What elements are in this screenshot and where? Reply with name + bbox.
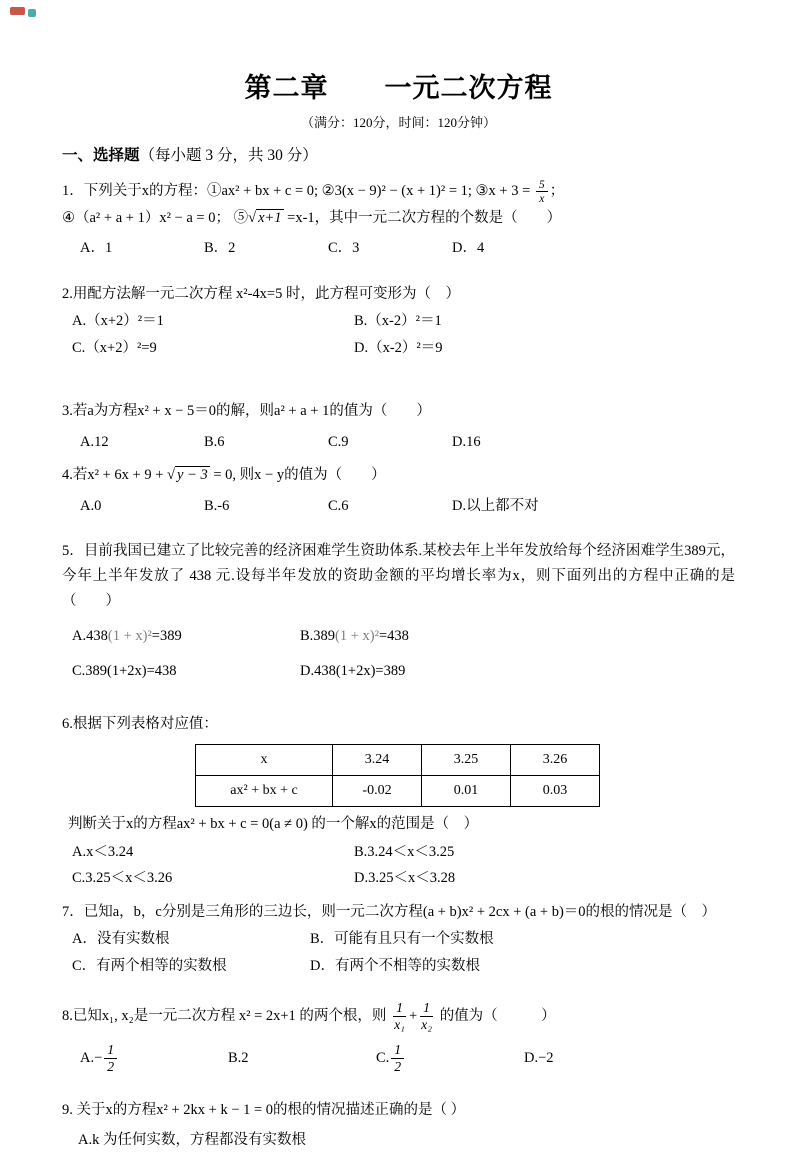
fraction <box>392 1000 407 1033</box>
question-5-options-row1 <box>62 625 735 647</box>
fraction-denominator: x₂ <box>421 1017 433 1033</box>
option-d: D.3.25＜x＜3.28 <box>354 870 456 887</box>
question-6-judge: 判断关于x的方程ax² + bx + c = 0(a ≠ 0) 的一个解x的范围是（ ） <box>68 815 479 832</box>
question-4-options <box>62 495 735 517</box>
table-cell: 0.01 <box>422 775 511 806</box>
option-d: D.438(1+2x)=389 <box>300 662 406 679</box>
question-2-options-row1 <box>62 310 735 332</box>
fraction-numerator: 5 <box>536 178 548 192</box>
fraction-denominator: 2 <box>107 1059 115 1075</box>
option-b: B．2 <box>204 240 236 257</box>
question-1-options <box>62 237 735 259</box>
question-9 <box>62 1098 735 1153</box>
table-cell-expr: ax² + bx + c <box>196 775 333 806</box>
option-d: D．有两个不相等的实数根 <box>310 957 480 974</box>
option-b: B.（x-2）²＝1 <box>354 313 442 330</box>
q1-stem2-text: ④（a² + a + 1）x² − a = 0； ⑤ <box>62 209 249 226</box>
option-b-suffix: =438 <box>378 628 409 645</box>
section-heading <box>62 144 735 168</box>
table-cell: 3.24 <box>333 744 422 775</box>
question-7 <box>62 900 735 978</box>
table-cell-x: x <box>196 744 333 775</box>
fraction <box>419 1000 434 1033</box>
section-note: （每小题 3 分，共 30 分） <box>139 146 318 164</box>
q1-stem1-text: 1．下列关于x的方程：①ax² + bx + c = 0; ②3(x − 9)² − (x + 1)² = 1; ③x + 3 = <box>62 183 534 200</box>
option-c: C.9 <box>328 433 349 450</box>
option-a-suffix: =389 <box>151 628 182 645</box>
question-3-options <box>62 431 735 453</box>
option-b: B．可能有且只有一个实数根 <box>310 931 494 948</box>
option-c <box>376 1041 524 1076</box>
q8-stem-text: 8.已知x₁, x₂是一元二次方程 x² = 2x+1 的两个根，则 <box>62 1008 391 1025</box>
scan-artifact-red <box>10 7 25 15</box>
fraction-denominator: x₁ <box>394 1017 405 1033</box>
value-table <box>195 744 600 807</box>
option-b: B.3.24＜x＜3.25 <box>354 843 455 860</box>
fraction-denominator: 2 <box>394 1059 402 1075</box>
option-b-prefix: B.389 <box>300 628 336 645</box>
table-row <box>196 775 600 806</box>
q8-stem-end: 的值为（ ） <box>436 1008 556 1025</box>
q4-stem-end: = 0, 则x − y的值为（ ） <box>209 467 386 484</box>
option-b: B.6 <box>204 433 225 450</box>
question-8-stem <box>62 999 735 1034</box>
option-a-formula: (1 + x)² <box>107 628 152 645</box>
table-cell: -0.02 <box>333 775 422 806</box>
option-a <box>72 625 300 647</box>
option-c: C.3.25＜x＜3.26 <box>72 870 173 887</box>
table-row <box>196 744 600 775</box>
option-d: D.−2 <box>524 1049 554 1066</box>
radicand: x+1 <box>258 209 282 226</box>
option-c: C.6 <box>328 498 349 514</box>
q1-stem2-end: =x-1，其中一元二次方程的个数是（ ） <box>283 209 562 226</box>
option-a: A．没有实数根 <box>72 931 170 948</box>
question-1-stem-line1 <box>62 178 735 206</box>
option-c: C．3 <box>328 240 360 257</box>
fraction-numerator: 1 <box>420 1000 433 1017</box>
question-5 <box>62 539 735 682</box>
option-a: A.0 <box>80 498 102 514</box>
option-a-prefix: A.438 <box>72 628 108 645</box>
question-2 <box>62 282 735 360</box>
question-7-options-row2 <box>62 955 735 977</box>
option-b <box>300 625 409 647</box>
option-d: D.16 <box>452 433 481 450</box>
option-a: A.k 为任何实数，方程都没有实数根 <box>78 1132 306 1149</box>
question-2-options-row2 <box>62 337 735 359</box>
square-root <box>167 466 210 483</box>
fraction <box>104 1042 117 1075</box>
question-9-stem: 9. 关于x的方程x² + 2kx + k − 1 = 0的根的情况描述正确的是（ ） <box>62 1101 466 1118</box>
question-7-options-row1 <box>62 928 735 950</box>
option-c: C．有两个相等的实数根 <box>72 957 227 974</box>
option-a: A.12 <box>80 433 109 450</box>
radical-icon: √ <box>248 209 257 226</box>
option-a: A．1 <box>80 240 113 257</box>
option-d: D.（x-2）²＝9 <box>354 339 443 356</box>
fraction-numerator: 1 <box>393 1000 406 1017</box>
q1-stem1-end: ； <box>549 183 565 200</box>
table-cell: 0.03 <box>511 775 600 806</box>
question-1 <box>62 178 735 260</box>
question-3 <box>62 399 735 453</box>
square-root <box>248 209 283 226</box>
option-c: C.389(1+2x)=438 <box>72 662 177 679</box>
option-a: A.（x+2）²＝1 <box>72 313 164 330</box>
fraction-numerator: 1 <box>391 1042 404 1059</box>
q4-stem-text: 4.若x² + 6x + 9 + <box>62 467 168 484</box>
question-1-stem-line2 <box>62 206 735 231</box>
exam-info: （满分：120分，时间：120分钟） <box>300 114 496 130</box>
table-cell: 3.25 <box>422 744 511 775</box>
question-5-options-row2 <box>62 660 735 682</box>
fraction-numerator: 1 <box>104 1042 117 1059</box>
question-4 <box>62 463 735 517</box>
question-4-stem <box>62 463 735 488</box>
fraction <box>391 1042 404 1075</box>
option-b: B.-6 <box>204 498 230 514</box>
question-8 <box>62 999 735 1076</box>
question-6-options-row1 <box>62 841 735 863</box>
question-5-stem: 5．目前我国已建立了比较完善的经济困难学生资助体系.某校去年上半年发放给每个经济困难学生389元，今年上半年发放了 438 元.设每半年发放的资助金额的平均增长率为x，则下面列出的方程中正确的是（ ） <box>62 543 735 609</box>
option-c: C.（x+2）²=9 <box>72 339 157 356</box>
question-6-options-row2 <box>62 867 735 889</box>
option-b-formula: (1 + x)² <box>335 628 379 645</box>
page-title: 第二章 一元二次方程 <box>244 73 553 103</box>
question-3-stem: 3.若a为方程x² + x − 5＝0的解，则a² + a + 1的值为（ ） <box>62 403 431 420</box>
radical-icon: √ <box>167 467 175 484</box>
option-a-prefix: A.− <box>80 1049 103 1066</box>
scan-artifact-teal <box>28 9 36 17</box>
section-number: 一、选择题 <box>62 146 140 164</box>
option-a: A.x＜3.24 <box>72 843 134 860</box>
question-7-stem: 7．已知a，b，c分别是三角形的三边长，则一元二次方程(a + b)x² + 2cx + (a + b)＝0的根的情况是（ ） <box>62 903 717 920</box>
radicand: y − 3 <box>176 467 208 484</box>
fraction-denominator: x <box>539 192 545 206</box>
option-c-prefix: C. <box>376 1049 390 1066</box>
question-2-stem: 2.用配方法解一元二次方程 x²-4x=5 时，此方程可变形为（ ） <box>62 285 460 302</box>
option-a <box>80 1041 228 1076</box>
option-b: B.2 <box>228 1049 249 1066</box>
question-8-options <box>62 1041 735 1076</box>
table-cell: 3.26 <box>511 744 600 775</box>
fraction <box>536 178 548 206</box>
option-d: D．4 <box>452 240 485 257</box>
question-6 <box>62 712 735 889</box>
option-d: D.以上都不对 <box>452 498 539 514</box>
plus-sign: + <box>408 1008 418 1025</box>
question-6-intro: 6.根据下列表格对应值： <box>62 716 218 733</box>
